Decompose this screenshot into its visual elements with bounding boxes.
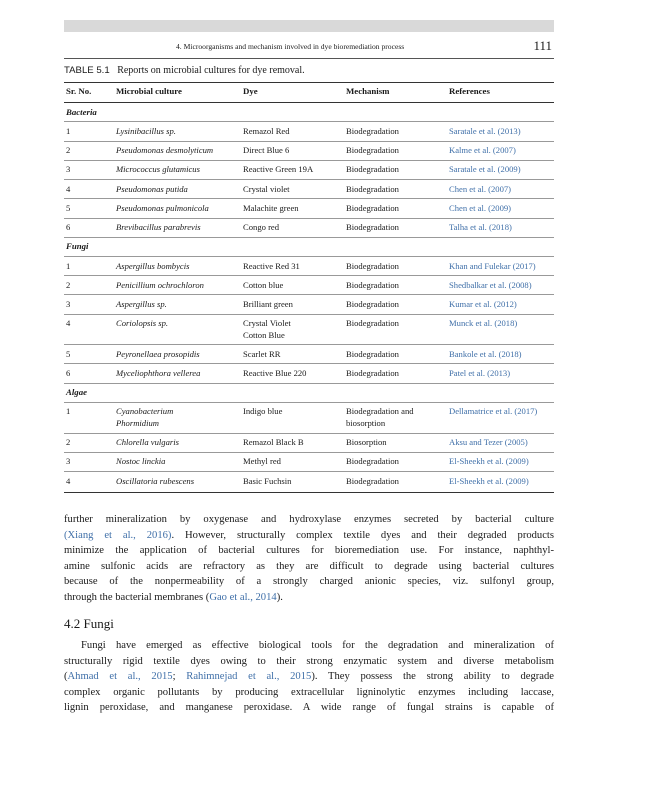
table-cell-reference-link[interactable]: Shedbalkar et al. (2008)	[449, 280, 532, 290]
table-cell-dye-line-2: Cotton Blue	[243, 330, 285, 340]
text-run: ).	[276, 591, 283, 603]
row-divider	[64, 160, 554, 161]
table-cell-no: 3	[66, 299, 71, 309]
text-line: because of the nonpermeability of a strongly charged anionic species, viz. sulfonyl group,	[64, 576, 554, 588]
table-cell-reference-link[interactable]: Saratale et al. (2009)	[449, 164, 521, 174]
text-line: amine sulfonic acids are refractory as they are difficult to degrade using bacterial cultures	[64, 560, 554, 572]
body-paragraph	[64, 512, 554, 606]
running-title: 4. Microorganisms and mechanism involved in dye bioremediation process	[176, 42, 405, 51]
table-cell-no: 5	[66, 349, 71, 359]
text-line	[64, 590, 554, 606]
table-header-rule	[64, 102, 554, 103]
table-cell-dye: Cotton blue	[243, 280, 284, 290]
group-divider	[64, 256, 554, 257]
text-line: lignin peroxidase, and manganese peroxidase. A wide range of fungal strains is capable of	[64, 702, 554, 714]
table-cell-dye: Brilliant green	[243, 299, 293, 309]
table-cell-no: 1	[66, 126, 71, 136]
table-cell-mechanism: Biodegradation	[346, 299, 399, 309]
row-divider	[64, 383, 554, 384]
table-cell-culture: Pseudomonas putida	[116, 184, 188, 194]
table-cell-reference-link[interactable]: Kalme et al. (2007)	[449, 145, 516, 155]
group-label-fungi: Fungi	[66, 241, 89, 251]
group-divider	[64, 402, 554, 403]
table-caption-text: Reports on microbial cultures for dye removal.	[117, 65, 305, 76]
row-divider	[64, 218, 554, 219]
table-cell-mechanism: Biodegradation and	[346, 406, 414, 416]
table-cell-dye: Reactive Green 19A	[243, 164, 314, 174]
table-cell-no: 4	[66, 318, 71, 328]
table-cell-dye: Remazol Black B	[243, 437, 304, 447]
table-cell-culture: Micrococcus glutamicus	[116, 164, 200, 174]
table-cell-dye: Reactive Blue 220	[243, 368, 307, 378]
table-cell-mechanism: Biodegradation	[346, 222, 399, 232]
table-cell-mechanism-line-2: biosorption	[346, 418, 386, 428]
group-label-bacteria: Bacteria	[66, 107, 97, 117]
text-line: minimize the application of bacterial cultures for bioremediation use. For instance, naphthyl-	[64, 545, 554, 557]
table-cell-mechanism: Biosorption	[346, 437, 387, 447]
table-cell-culture: Pseudomonas pulmonicola	[116, 203, 209, 213]
header-bar	[64, 20, 554, 32]
table-bottom-rule	[64, 492, 554, 493]
column-header-mechanism: Mechanism	[346, 86, 390, 96]
table-cell-mechanism: Biodegradation	[346, 368, 399, 378]
table-cell-mechanism: Biodegradation	[346, 318, 399, 328]
row-divider	[64, 314, 554, 315]
row-divider	[64, 141, 554, 142]
text-run: . However, structurally complex textile dyes and their degraded products	[171, 529, 555, 541]
table-cell-culture: Chlorella vulgaris	[116, 437, 179, 447]
column-header-sr-no: Sr. No.	[66, 86, 92, 96]
table-caption-label: TABLE 5.1	[64, 65, 110, 76]
table-cell-no: 5	[66, 203, 71, 213]
table-cell-dye: Basic Fuchsin	[243, 476, 292, 486]
table-cell-dye: Congo red	[243, 222, 280, 232]
row-divider	[64, 275, 554, 276]
table-cell-reference-link[interactable]: Chen et al. (2009)	[449, 203, 512, 213]
text-run: through the bacterial membranes (	[64, 591, 210, 603]
text-line: structurally rigid textile dyes owing to their strong enzymatic system and diverse metabolism	[64, 655, 554, 667]
table-cell-dye: Scarlet RR	[243, 349, 281, 359]
row-divider	[64, 471, 554, 472]
table-cell-culture: Penicillium ochrochloron	[116, 280, 204, 290]
table-cell-dye: Crystal Violet	[243, 318, 291, 328]
table-cell-culture: Aspergillus sp.	[116, 299, 167, 309]
table-cell-culture: Peyronellaea prosopidis	[116, 349, 200, 359]
table-cell-no: 3	[66, 456, 71, 466]
table-cell-no: 1	[66, 261, 71, 271]
text-line	[64, 528, 554, 544]
table-cell-no: 2	[66, 437, 71, 447]
table-cell-culture: Lysinibacillus sp.	[116, 126, 176, 136]
row-divider	[64, 363, 554, 364]
table-cell-culture: Myceliophthora vellerea	[116, 368, 201, 378]
table-cell-culture: Brevibacillus parabrevis	[116, 222, 201, 232]
table-cell-mechanism: Biodegradation	[346, 280, 399, 290]
table-cell-reference-link[interactable]: Talha et al. (2018)	[449, 222, 512, 232]
row-divider	[64, 198, 554, 199]
table-cell-reference-link[interactable]: Bankole et al. (2018)	[449, 349, 522, 359]
table-top-rule	[64, 82, 554, 83]
table-cell-mechanism: Biodegradation	[346, 476, 399, 486]
table-cell-culture: Pseudomonas desmolyticum	[116, 145, 214, 155]
table-cell-dye: Methyl red	[243, 456, 281, 466]
table-cell-reference-link[interactable]: Dellamatrice et al. (2017)	[449, 406, 538, 416]
table-cell-culture: Oscillatoria rubescens	[116, 476, 195, 486]
table-cell-reference-link[interactable]: Patel et al. (2013)	[449, 368, 511, 378]
table-cell-no: 1	[66, 406, 71, 416]
table-cell-reference-link[interactable]: El-Sheekh et al. (2009)	[449, 476, 529, 486]
table-cell-reference-link[interactable]: El-Sheekh et al. (2009)	[449, 456, 529, 466]
text-line: complex organic pollutants by producing extracellular ligninolytic enzymes including laccase,	[64, 686, 554, 698]
table-cell-no: 3	[66, 164, 71, 174]
table-cell-mechanism: Biodegradation	[346, 145, 399, 155]
citation-link[interactable]: Gao et al., 2014	[209, 591, 277, 603]
table-cell-culture: Aspergillus bombycis	[116, 261, 190, 271]
table-cell-mechanism: Biodegradation	[346, 164, 399, 174]
table-cell-no: 4	[66, 476, 71, 486]
table-cell-mechanism: Biodegradation	[346, 203, 399, 213]
text-run: ). They possess the strong ability to degrade	[311, 671, 554, 683]
citation-link[interactable]: Rahimnejad et al., 2015	[186, 671, 312, 683]
running-head	[64, 40, 554, 59]
table-cell-culture-line-2: Phormidium	[116, 418, 159, 428]
table-cell-mechanism: Biodegradation	[346, 261, 399, 271]
table-cell-reference-link[interactable]: Kumar et al. (2012)	[449, 299, 517, 309]
group-label-algae: Algae	[66, 387, 88, 397]
row-divider	[64, 433, 554, 434]
row-divider	[64, 452, 554, 453]
table-cell-no: 4	[66, 184, 71, 194]
table-cell-reference-link[interactable]: Saratale et al. (2013)	[449, 126, 521, 136]
table-cell-mechanism: Biodegradation	[346, 456, 399, 466]
table-cell-no: 6	[66, 368, 71, 378]
group-divider	[64, 121, 554, 122]
row-divider	[64, 179, 554, 180]
table-cell-reference-link[interactable]: Chen et al. (2007)	[449, 184, 512, 194]
table-cell-mechanism: Biodegradation	[346, 349, 399, 359]
row-divider	[64, 344, 554, 345]
citation-link[interactable]: (Xiang et al., 2016)	[64, 529, 172, 541]
table-cell-no: 6	[66, 222, 71, 232]
page-number: 111	[533, 38, 552, 53]
table-cell-no: 2	[66, 280, 71, 290]
body-paragraph	[64, 638, 554, 716]
text-line: further mineralization by oxygenase and hydroxylase enzymes secreted by bacterial culture	[64, 514, 554, 525]
row-divider	[64, 237, 554, 238]
table-cell-dye: Direct Blue 6	[243, 145, 290, 155]
table-cell-reference-link[interactable]: Munck et al. (2018)	[449, 318, 518, 328]
column-header-culture: Microbial culture	[116, 86, 182, 96]
table-caption	[64, 65, 305, 76]
column-header-references: References	[449, 86, 490, 96]
table-cell-reference-link[interactable]: Aksu and Tezer (2005)	[449, 437, 528, 447]
section-heading: 4.2 Fungi	[64, 616, 114, 631]
table-cell-mechanism: Biodegradation	[346, 126, 399, 136]
table-cell-no: 2	[66, 145, 71, 155]
table-cell-mechanism: Biodegradation	[346, 184, 399, 194]
table-cell-culture: Cyanobacterium	[116, 406, 174, 416]
table-cell-dye: Remazol Red	[243, 126, 290, 136]
citation-link[interactable]: Ahmad et al., 2015	[67, 671, 173, 683]
table-cell-reference-link[interactable]: Khan and Fulekar (2017)	[449, 261, 536, 271]
row-divider	[64, 294, 554, 295]
text-line: Fungi have emerged as effective biological tools for the degradation and mineralization of	[81, 640, 554, 651]
table-cell-dye: Reactive Red 31	[243, 261, 300, 271]
text-line	[64, 669, 554, 685]
table-cell-dye: Malachite green	[243, 203, 299, 213]
table-cell-dye: Indigo blue	[243, 406, 283, 416]
table-cell-dye: Crystal violet	[243, 184, 290, 194]
text-run: ;	[172, 671, 187, 683]
column-header-dye: Dye	[243, 86, 258, 96]
table-cell-culture: Coriolopsis sp.	[116, 318, 169, 328]
text-run: (	[64, 671, 68, 683]
table-cell-culture: Nostoc linckia	[116, 456, 166, 466]
